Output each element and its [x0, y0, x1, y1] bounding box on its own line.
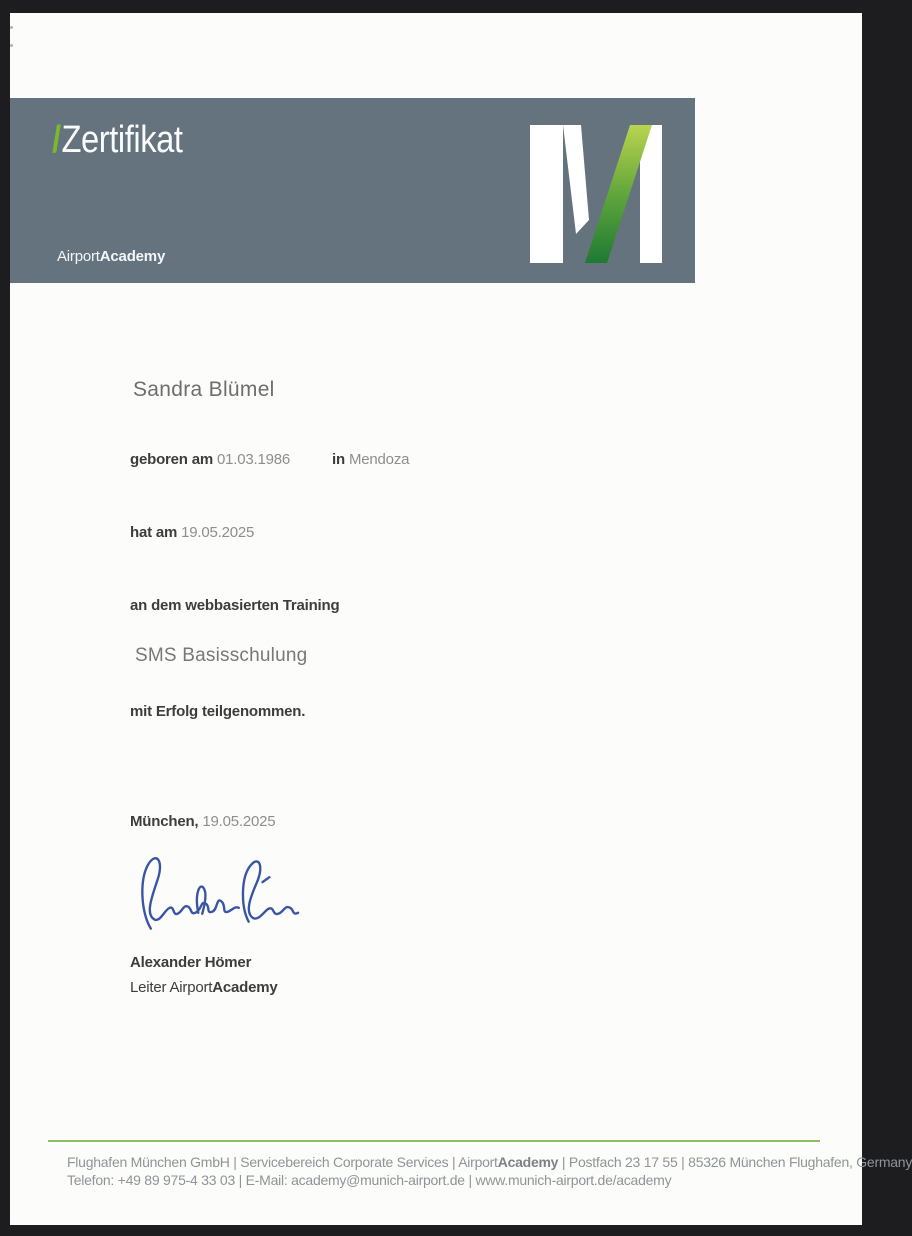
success-line [130, 703, 305, 720]
footer-line-2: Telefon: +49 89 975-4 33 03 | E-Mail: academy@munich-airport.de | www.munich-airport.de/academy [67, 1172, 672, 1188]
birth-line [130, 451, 409, 468]
signer-role-bold: Academy [212, 979, 278, 996]
footer-line1-pre: Flughafen München GmbH | Servicebereich Corporate Services | Airport [67, 1154, 498, 1170]
born-label: geboren am [130, 451, 214, 468]
signer-name: Alexander Hömer [130, 954, 252, 971]
success-text: mit Erfolg teilgenommen. [130, 703, 306, 720]
sign-date-value: 19.05.2025 [202, 813, 276, 830]
birth-place-value: Mendoza [348, 451, 410, 468]
birth-date-value: 01.03.1986 [217, 451, 291, 468]
certificate-title [52, 120, 183, 160]
airport-academy-brand [57, 248, 165, 265]
certificate-page [10, 13, 912, 1225]
recipient-name: Sandra Blümel [133, 378, 275, 401]
training-intro-line [130, 597, 339, 614]
munich-airport-m-logo-icon [525, 124, 663, 263]
signer-name-line [130, 954, 251, 971]
signer-role-line [130, 979, 278, 996]
handwritten-signature [136, 851, 304, 937]
completion-date-line [130, 524, 254, 541]
title-text: Zertifikat [61, 119, 183, 161]
footer-contact-block [67, 1153, 912, 1189]
footer-line1-brand-bold: Academy [497, 1154, 559, 1170]
training-intro-text: an dem webbasierten Training [130, 597, 340, 614]
completion-date-value: 19.05.2025 [181, 524, 255, 541]
scan-artifact-dot [10, 44, 13, 47]
in-label: in [332, 451, 345, 468]
date-label: hat am [130, 524, 178, 541]
footer-line-1 [67, 1153, 912, 1171]
footer-line1-post: | Postfach 23 17 55 | 85326 München Flughafen, Germany [558, 1154, 912, 1170]
city-label: München, [130, 813, 199, 830]
footer-divider [48, 1140, 820, 1142]
title-slash-accent: / [52, 119, 61, 161]
place-date-line [130, 813, 275, 830]
course-title: SMS Basisschulung [135, 645, 308, 666]
header-band [10, 98, 695, 283]
scan-artifact-dot [10, 26, 13, 29]
brand-bold: Academy [99, 248, 166, 265]
brand-regular: Airport [57, 248, 100, 265]
signer-role-regular: Leiter Airport [130, 979, 213, 996]
